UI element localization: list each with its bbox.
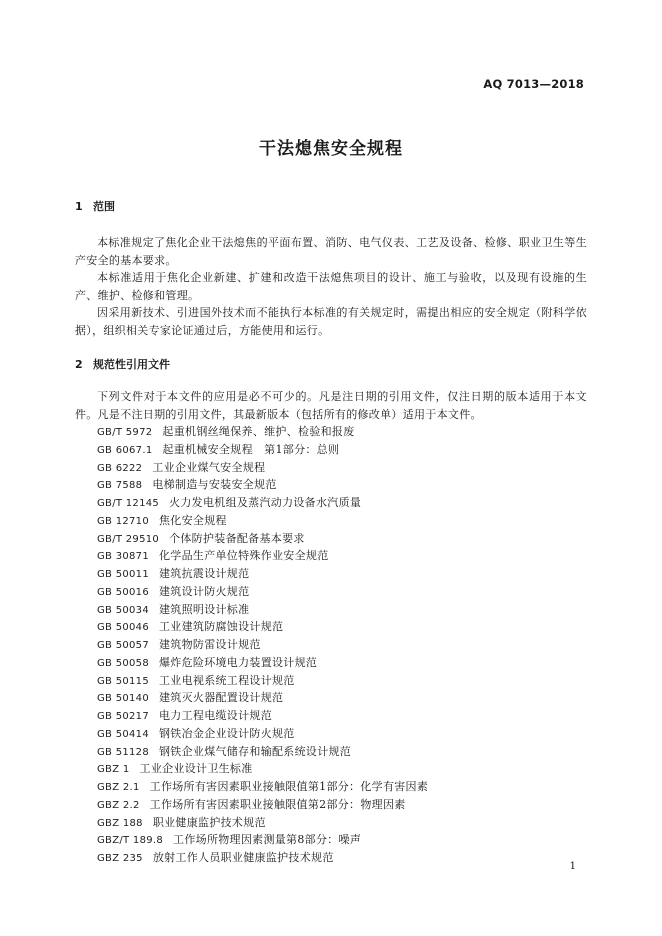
reference-item [97, 459, 428, 477]
reference-item [97, 725, 428, 743]
reference-title: 火力发电机组及蒸汽动力设备水汽质量 [169, 496, 362, 509]
reference-item [97, 760, 428, 778]
section-2-number: 2 [75, 358, 83, 371]
reference-code: GBZ 235 [97, 853, 143, 864]
reference-item [97, 618, 428, 636]
reference-code: GB 12710 [97, 515, 149, 527]
reference-code: GB 50034 [97, 604, 149, 616]
reference-item [97, 441, 428, 459]
reference-title: 建筑设计防火规范 [159, 584, 250, 598]
reference-item [97, 743, 428, 761]
section-2-title: 规范性引用文件 [93, 358, 170, 371]
reference-code: GB 51128 [97, 746, 149, 758]
reference-title: 焦化安全规程 [159, 513, 227, 527]
reference-code: GB/T 12145 [97, 498, 160, 509]
scope-paragraph-2: 本标准适用于焦化企业新建、扩建和改造干法熄焦项目的设计、施工与验收，以及现有设施的生产、维护、检修和管理。 [75, 271, 587, 302]
reference-title: 建筑灭火器配置设计规范 [159, 691, 284, 705]
reference-item [97, 565, 428, 583]
section-1-number: 1 [75, 200, 83, 213]
reference-title: 钢铁企业煤气储存和输配系统设计规范 [159, 744, 352, 758]
reference-item [97, 831, 428, 849]
page-number: 1 [569, 861, 576, 872]
references-intro: 下列文件对于本文件的应用是必不可少的。凡是注日期的引用文件，仅注日期的版本适用于本文件。凡是不注日期的引用文件，其最新版本（包括所有的修改单）适用于本文件。 [75, 390, 587, 421]
reference-code: GB 50140 [97, 693, 149, 705]
section-1-heading [75, 198, 115, 214]
section-1-title: 范围 [93, 200, 115, 213]
reference-item [97, 636, 428, 654]
reference-title: 建筑物防雷设计规范 [159, 638, 261, 651]
reference-item [97, 672, 428, 690]
reference-title: 爆炸危险环境电力装置设计规范 [159, 655, 318, 669]
reference-code: GB 50011 [97, 569, 149, 580]
reference-code: GB 6222 [97, 462, 143, 474]
reference-item [97, 778, 428, 796]
reference-item [97, 654, 428, 672]
reference-list [97, 423, 428, 867]
scope-paragraph-3: 因采用新技术、引进国外技术而不能执行本标准的有关规定时，需提出相应的安全规定（附科学依据），组织相关专家论证通过后，方能使用和运行。 [75, 306, 587, 337]
document-title: 干法熄焦安全规程 [259, 139, 403, 159]
reference-title: 工作场所有害因素职业接触限值第2部分：物理因素 [149, 797, 406, 811]
reference-item [97, 689, 428, 707]
reference-code: GB 50217 [97, 711, 149, 722]
reference-item [97, 476, 428, 494]
reference-title: 职业健康监护技术规范 [152, 815, 266, 829]
reference-code: GB/T 5972 [97, 427, 153, 438]
reference-code: GB 7588 [97, 480, 143, 492]
reference-code: GB 50016 [97, 586, 149, 598]
reference-title: 建筑抗震设计规范 [159, 567, 250, 580]
reference-item [97, 547, 428, 565]
reference-title: 钢铁冶金企业设计防火规范 [159, 726, 295, 740]
reference-code: GB 50058 [97, 657, 149, 669]
reference-item [97, 494, 428, 512]
reference-item [97, 583, 428, 601]
standard-number: AQ 7013—2018 [483, 77, 584, 91]
reference-title: 起重机钢丝绳保养、维护、检验和报废 [162, 425, 355, 438]
reference-code: GB 50414 [97, 728, 149, 740]
reference-code: GBZ 1 [97, 764, 130, 776]
reference-item [97, 814, 428, 832]
reference-code: GB 6067.1 [97, 444, 153, 456]
reference-title: 工业建筑防腐蚀设计规范 [159, 620, 284, 634]
reference-title: 电梯制造与安装安全规范 [152, 478, 277, 492]
reference-title: 工业企业煤气安全规程 [152, 460, 266, 474]
reference-code: GBZ 2.1 [97, 782, 140, 793]
reference-title: 建筑照明设计标准 [159, 602, 250, 616]
reference-code: GBZ 2.2 [97, 799, 140, 811]
reference-item [97, 601, 428, 619]
reference-code: GB 50046 [97, 622, 149, 634]
reference-title: 工业企业设计卫生标准 [139, 762, 253, 776]
reference-item [97, 707, 428, 725]
reference-title: 工作场所物理因素测量第8部分：噪声 [173, 833, 362, 847]
reference-title: 个体防护装备配备基本要求 [169, 531, 305, 545]
reference-code: GBZ 188 [97, 817, 143, 829]
reference-item [97, 423, 428, 441]
reference-title: 工业电视系统工程设计规范 [159, 673, 295, 687]
reference-code: GB 30871 [97, 551, 149, 563]
reference-title: 电力工程电缆设计规范 [159, 709, 272, 722]
section-2-heading [75, 356, 170, 372]
reference-code: GBZ/T 189.8 [97, 835, 164, 847]
reference-item [97, 849, 428, 867]
reference-title: 起重机械安全规程 第1部分：总则 [162, 442, 340, 456]
reference-code: GB 50115 [97, 675, 149, 687]
reference-title: 放射工作人员职业健康监护技术规范 [152, 851, 334, 864]
reference-item [97, 530, 428, 548]
reference-code: GB 50057 [97, 640, 149, 651]
reference-code: GB/T 29510 [97, 533, 160, 545]
reference-title: 化学品生产单位特殊作业安全规范 [159, 549, 329, 563]
reference-item [97, 512, 428, 530]
scope-paragraph-1: 本标准规定了焦化企业干法熄焦的平面布置、消防、电气仪表、工艺及设备、检修、职业卫生等生产安全的基本要求。 [75, 236, 587, 267]
reference-item [97, 796, 428, 814]
reference-title: 工作场所有害因素职业接触限值第1部分：化学有害因素 [149, 780, 429, 793]
